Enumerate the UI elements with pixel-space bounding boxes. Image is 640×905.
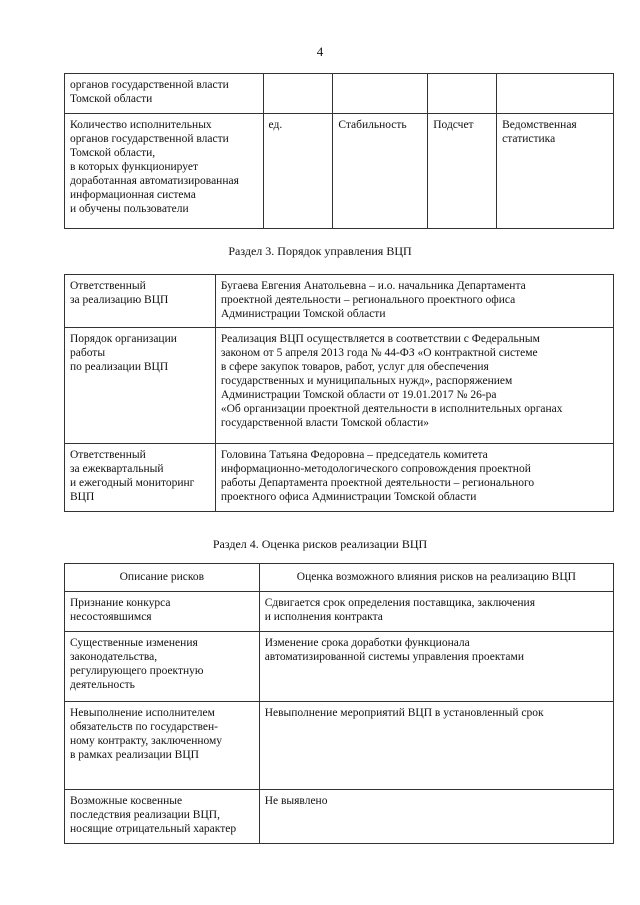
table-cell: Возможные косвенные последствия реализации ВЦП, носящие отрицательный характер <box>65 790 260 844</box>
table-row <box>65 702 614 790</box>
table-cell: Не выявлено <box>259 790 613 844</box>
table-row <box>65 74 614 114</box>
page-number: 4 <box>316 44 324 59</box>
table-row <box>65 275 614 328</box>
table-row <box>65 444 614 512</box>
table-cell <box>497 74 614 114</box>
indicators-table <box>64 73 614 229</box>
table-cell <box>333 74 428 114</box>
table-row <box>65 790 614 844</box>
management-table <box>64 274 614 512</box>
table-row <box>65 328 614 444</box>
table-cell: Количество исполнительных органов государственной власти Томской области, в которых функционирует доработанная автоматизированная информационная система и обучены пользователи <box>65 114 264 229</box>
section-3-title: Раздел 3. Порядок управления ВЦП <box>228 244 412 258</box>
table-cell: Стабильность <box>333 114 428 229</box>
table-cell: Ответственный за реализацию ВЦП <box>65 275 216 328</box>
table-cell: ед. <box>263 114 333 229</box>
table-cell: Головина Татьяна Федоровна – председатель комитета информационно-методологического сопровождения проектной работы Департамента проектной деятельности – регионального проектного офиса Администрации Томской области <box>215 444 613 512</box>
risks-table <box>64 563 614 844</box>
table-cell: Невыполнение мероприятий ВЦП в установленный срок <box>259 702 613 790</box>
table-row <box>65 114 614 229</box>
table-cell: Сдвигается срок определения поставщика, заключения и исполнения контракта <box>259 592 613 632</box>
table-cell: Ведомственная статистика <box>497 114 614 229</box>
table-cell: Бугаева Евгения Анатольевна – и.о. начальника Департамента проектной деятельности – регионального проектного офиса Администрации Томской области <box>215 275 613 328</box>
column-header: Описание рисков <box>65 564 260 592</box>
table-cell: Реализация ВЦП осуществляется в соответствии с Федеральным законом от 5 апреля 2013 года № 44-ФЗ «О контрактной системе в сфере закупок товаров, работ, услуг для обеспечения государственных и муниципальных нужд», распоряжением Администрации Томской области от 19.01.2017 № 26-ра «Об организации проектной деятельности в исполнительных органах государственной власти Томской области» <box>215 328 613 444</box>
table-header-row <box>65 564 614 592</box>
table-row <box>65 592 614 632</box>
table-cell: органов государственной власти Томской области <box>65 74 264 114</box>
table-cell: Подсчет <box>428 114 497 229</box>
section-4-title: Раздел 4. Оценка рисков реализации ВЦП <box>212 537 428 551</box>
table-cell <box>263 74 333 114</box>
table-cell: Порядок организации работы по реализации ВЦП <box>65 328 216 444</box>
table-cell: Существенные изменения законодательства, регулирующего проектную деятельность <box>65 632 260 702</box>
table-cell <box>428 74 497 114</box>
table-cell: Ответственный за ежеквартальный и ежегодный мониторинг ВЦП <box>65 444 216 512</box>
column-header: Оценка возможного влияния рисков на реализацию ВЦП <box>259 564 613 592</box>
table-cell: Невыполнение исполнителем обязательств по государствен- ному контракту, заключенному в рамках реализации ВЦП <box>65 702 260 790</box>
table-cell: Признание конкурса несостоявшимся <box>65 592 260 632</box>
table-row <box>65 632 614 702</box>
table-cell: Изменение срока доработки функционала автоматизированной системы управления проектами <box>259 632 613 702</box>
